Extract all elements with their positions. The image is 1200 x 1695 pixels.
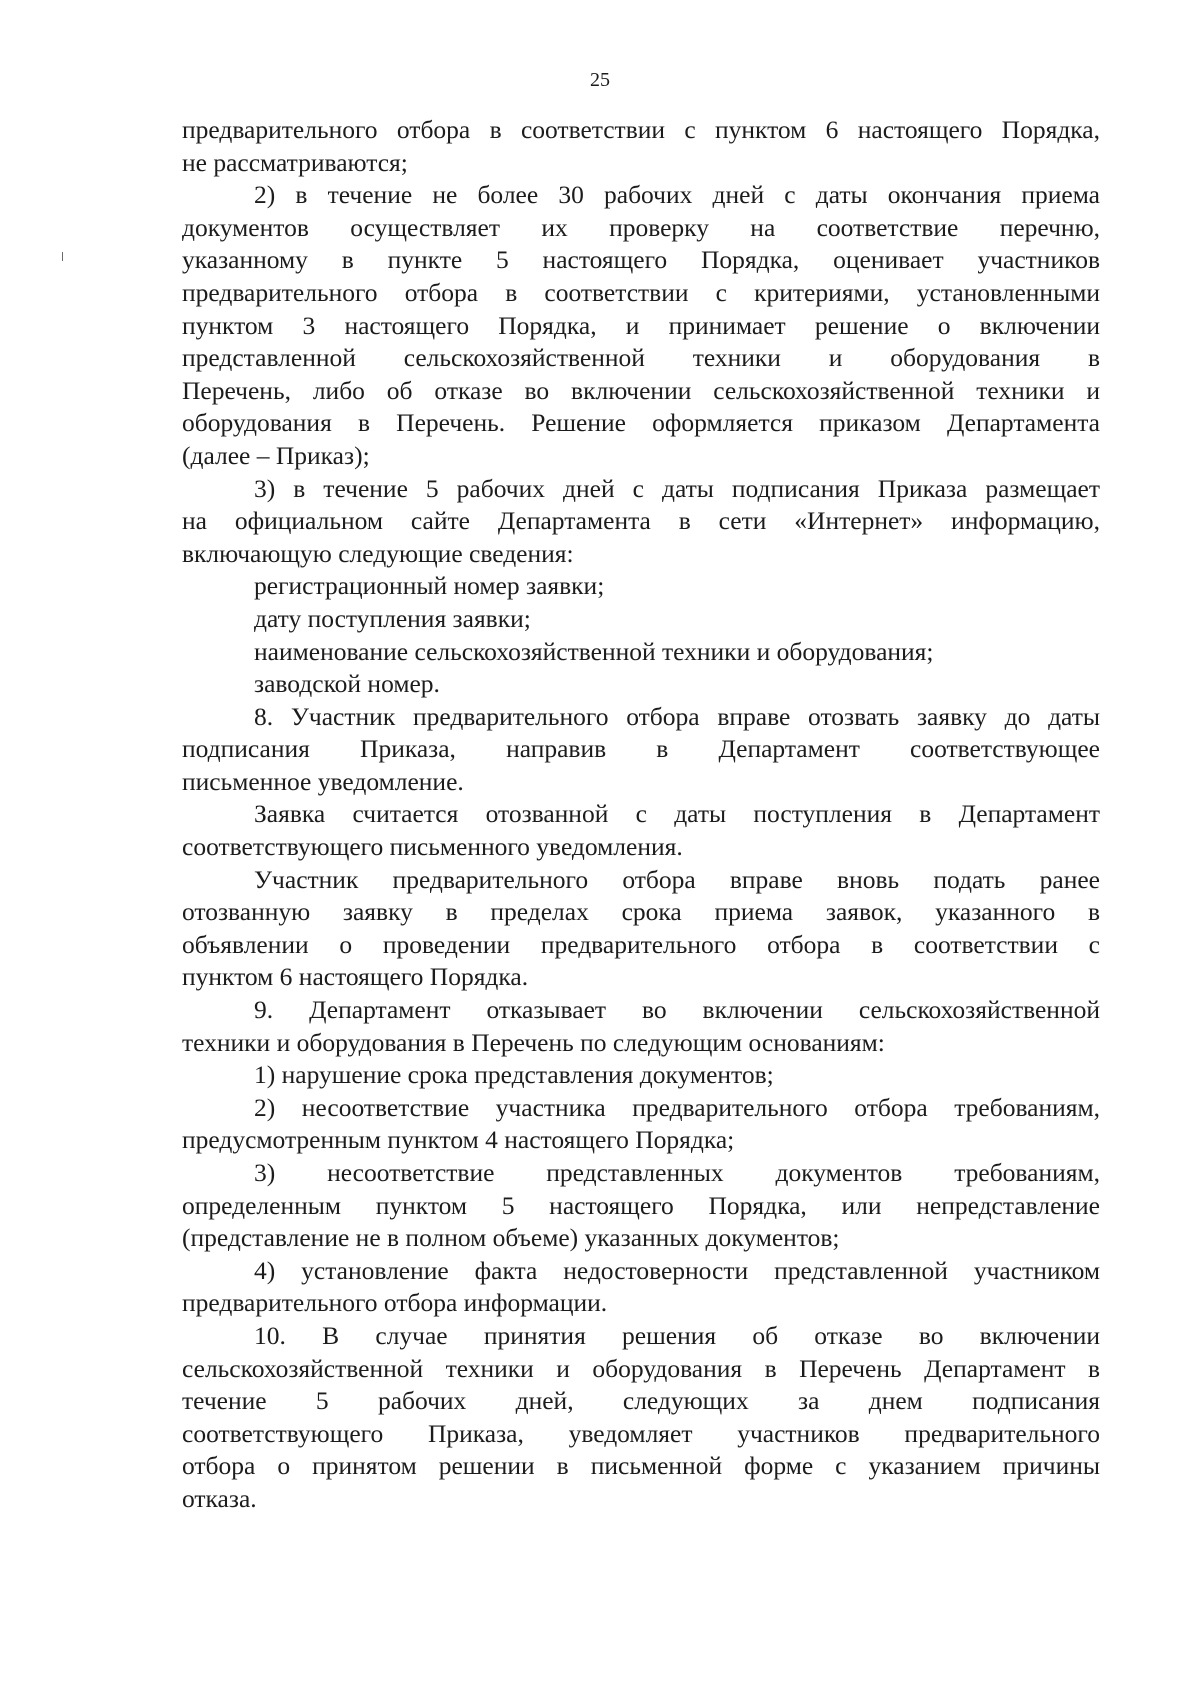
text-line: течение 5 рабочих дней, следующих за днем подписания <box>182 1386 1100 1416</box>
text-line: техники и оборудования в Перечень по следующим основаниям: <box>182 1027 885 1057</box>
text-line: объявлении о проведении предварительного отбора в соответствии с <box>182 929 1100 959</box>
text-line: оборудования в Перечень. Решение оформляется приказом Департамента <box>182 408 1100 438</box>
text-line: предусмотренным пунктом 4 настоящего Порядка; <box>182 1125 735 1155</box>
text-line: письменное уведомление. <box>182 766 464 796</box>
text-line: пунктом 3 настоящего Порядка, и принимает решение о включении <box>182 310 1100 340</box>
text-line: пунктом 6 настоящего Порядка. <box>182 962 529 992</box>
text-line: 3) в течение 5 рабочих дней с даты подписания Приказа размещает <box>254 473 1100 503</box>
text-line: 9. Департамент отказывает во включении сельскохозяйственной <box>254 995 1100 1025</box>
text-line: 4) установление факта недостоверности представленной участником <box>254 1255 1100 1285</box>
text-line: определенным пунктом 5 настоящего Порядка, или непредставление <box>182 1190 1100 1220</box>
text-line: регистрационный номер заявки; <box>254 571 605 601</box>
text-line: предварительного отбора в соответствии с критериями, установленными <box>182 277 1100 307</box>
text-line: 10. В случае принятия решения об отказе во включении <box>254 1320 1100 1350</box>
document-body <box>182 114 1100 1516</box>
text-line: Участник предварительного отбора вправе вновь подать ранее <box>254 864 1100 894</box>
text-line: 2) в течение не более 30 рабочих дней с даты окончания приема <box>254 180 1100 210</box>
text-line: 3) несоответствие представленных документов требованиям, <box>254 1158 1100 1187</box>
text-line: Перечень, либо об отказе во включении сельскохозяйственной техники и <box>182 375 1100 405</box>
text-line: представленной сельскохозяйственной техники и оборудования в <box>182 343 1100 373</box>
scan-mark <box>62 252 63 261</box>
text-line: заводской номер. <box>254 669 440 699</box>
text-line: отбора о принятом решении в письменной форме с указанием причины <box>182 1451 1100 1481</box>
text-line: (представление не в полном объеме) указанных документов; <box>182 1223 840 1253</box>
text-line: на официальном сайте Департамента в сети «Интернет» информацию, <box>182 506 1100 536</box>
page-number: 25 <box>590 69 610 91</box>
text-line: 1) нарушение срока представления документов; <box>254 1060 774 1090</box>
text-line: 2) несоответствие участника предварительного отбора требованиям, <box>254 1092 1100 1122</box>
text-line: не рассматриваются; <box>182 147 408 177</box>
text-line: Заявка считается отозванной с даты поступления в Департамент <box>254 799 1100 829</box>
text-line: наименование сельскохозяйственной техники и оборудования; <box>254 636 934 666</box>
text-line: включающую следующие сведения: <box>182 538 574 568</box>
text-line: (далее – Приказ); <box>182 440 370 470</box>
text-line: соответствующего письменного уведомления. <box>182 832 683 862</box>
text-line: дату поступления заявки; <box>254 603 531 633</box>
text-line: отказа. <box>182 1483 257 1513</box>
text-line: 8. Участник предварительного отбора вправе отозвать заявку до даты <box>254 701 1100 731</box>
text-line: подписания Приказа, направив в Департамент соответствующее <box>182 734 1100 764</box>
text-line: предварительного отбора информации. <box>182 1288 608 1318</box>
text-line: указанному в пункте 5 настоящего Порядка, оценивает участников <box>182 245 1100 275</box>
text-line: предварительного отбора в соответствии с пунктом 6 настоящего Порядка, <box>182 115 1100 144</box>
text-line: отозванную заявку в пределах срока приема заявок, указанного в <box>182 897 1100 927</box>
text-line: документов осуществляет их проверку на соответствие перечню, <box>182 212 1100 242</box>
text-line: соответствующего Приказа, уведомляет участников предварительного <box>182 1418 1100 1448</box>
text-line: сельскохозяйственной техники и оборудования в Перечень Департамент в <box>182 1353 1100 1383</box>
